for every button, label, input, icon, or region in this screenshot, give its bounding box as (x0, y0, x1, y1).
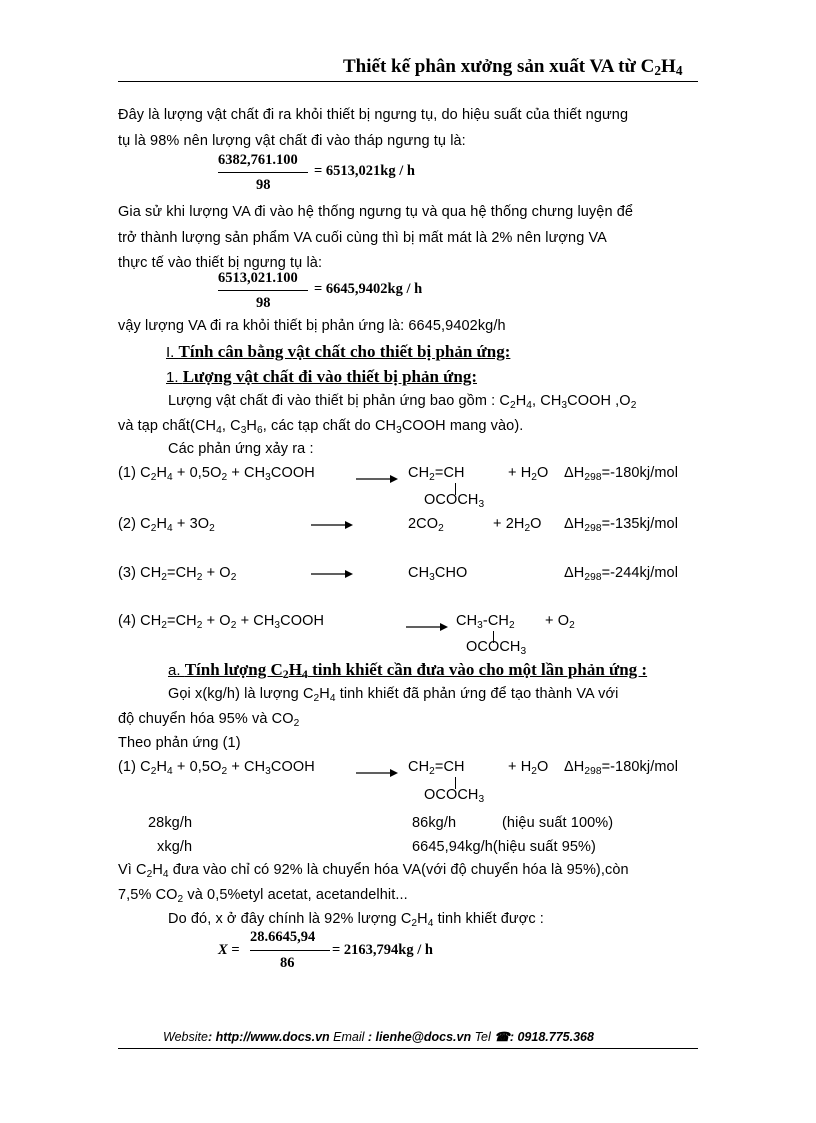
fraction-bar (250, 950, 330, 951)
paragraph-line: Theo phản ứng (1) (118, 735, 241, 751)
fraction-bar (218, 172, 308, 173)
fraction-formula-1 (218, 152, 458, 196)
section-heading-I: I. Tính cân bằng vật chất cho thiết bị phản ứng: (166, 342, 511, 361)
fraction-lhs: X = (218, 942, 240, 958)
reaction-reactants: (4) $CH_2=CH_2 + O_2$ + $CH_3COOH$ (118, 613, 325, 631)
paragraph-line: và tạp $chất(CH_4$, $C_3H_6$, các tạp chất do $CH_3COOH$ mang vào). (118, 418, 524, 436)
reaction-byproduct: + $O_2$ (545, 613, 575, 631)
stoich-cell: (hiệu suất 100%) (502, 815, 614, 831)
reaction-product: $CH_2=CH$ (408, 465, 465, 483)
fraction-result: = 2163,794kg / h (332, 942, 433, 958)
paragraph-line: vậy lượng VA đi ra khỏi thiết bị phản ứng là: 6645,9402kg/h (118, 318, 506, 334)
page-footer: Website: http://www.docs.vn Email : lienhe@docs.vn Tel ☎: 0918.775.368 (163, 1030, 594, 1044)
reaction-byproduct: + $2H_2O$ (493, 516, 542, 534)
paragraph-line: Gia sử khi lượng VA đi vào hệ thống ngưng tụ và qua hệ thống chưng luyện để (118, 204, 634, 220)
paragraph-line: trở thành lượng sản phẩm VA cuối cùng thì bị mất mát là 2% nên lượng VA (118, 230, 607, 246)
fraction-denominator: 86 (280, 955, 295, 971)
reaction-arrow-icon (356, 768, 398, 778)
reaction-enthalpy: $\Delta H_{298}=-180kj$/mol (564, 759, 679, 777)
reaction-product: $2CO_2$ (408, 516, 444, 534)
fraction-denominator: 98 (256, 295, 271, 311)
fraction-result: = 6645,9402kg / h (314, 281, 423, 297)
reaction-arrow-icon (356, 474, 398, 484)
reaction-branch: $OCOCH_3$ (466, 639, 527, 657)
reaction-reactants: (3) $CH_2=CH_2 + O_2$ (118, 565, 237, 583)
reaction-enthalpy: $\Delta H_{298}=-180kj$/mol (564, 465, 679, 483)
paragraph-line: Gọi x(kg/h) là lượng $C_2H_4$ tinh khiết đã phản ứng để tạo thành VA với (168, 686, 619, 704)
stoich-cell: 6645,94kg/h(hiệu suất 95%) (412, 839, 596, 855)
section-heading-a: a. Tính lượng $C_2H_4$ tinh khiết cần đưa vào cho một lần phản ứng : (168, 660, 648, 681)
stoich-cell: xkg/h (157, 839, 193, 855)
fraction-bar (218, 290, 308, 291)
reaction-product: $CH_3CHO$ (408, 565, 468, 583)
fraction-numerator: 6513,021.100 (218, 270, 298, 286)
reaction-enthalpy: $\Delta H_{298}=-135kj$/mol (564, 516, 679, 534)
header-rule (118, 81, 698, 82)
paragraph-line: Do đó, x ở đây chính là 92% lượng $C_2H_4$ tinh khiết được : (168, 911, 544, 929)
fraction-numerator: 28.6645,94 (250, 929, 316, 945)
footer-rule (118, 1048, 698, 1049)
reaction-arrow-icon (311, 569, 353, 579)
fraction-formula-3 (218, 929, 458, 975)
reaction-arrow-icon (406, 622, 448, 632)
reaction-reactants: (1) $C_2H_4 + 0,5O_2$ + $CH_3COOH$ (118, 759, 315, 777)
reaction-arrow-icon (311, 520, 353, 530)
stoich-cell: 86kg/h (412, 815, 457, 831)
fraction-numerator: 6382,761.100 (218, 152, 298, 168)
paragraph-line: độ chuyển hóa 95% và $CO_2$ (118, 711, 300, 729)
reaction-product: $CH_2=CH$ (408, 759, 465, 777)
fraction-formula-2 (218, 270, 478, 314)
reaction-product: $CH_3-CH_2$ (456, 613, 515, 631)
paragraph-line: thực tế vào thiết bị ngưng tụ là: (118, 255, 323, 271)
section-heading-1: 1. Lượng vật chất đi vào thiết bị phản ứng: (166, 367, 477, 386)
reaction-branch: $OCOCH_3$ (424, 787, 485, 805)
reaction-reactants: (1) $C_2H_4 + 0,5O_2$ + $CH_3COOH$ (118, 465, 315, 483)
paragraph-line: Các phản ứng xảy ra : (168, 441, 314, 457)
stoich-cell: 28kg/h (148, 815, 193, 831)
page-header-title: Thiết kế phân xưởng sản xuất VA từ $C_2H_4$ (343, 56, 683, 78)
reaction-enthalpy: $\Delta H_{298}=-244kj$/mol (564, 565, 679, 583)
reaction-byproduct: + $H_2O$ (508, 759, 549, 777)
reaction-branch: $OCOCH_3$ (424, 492, 485, 510)
paragraph-line: Lượng vật chất đi vào thiết bị phản ứng bao gồm : $C_2H_4$, $CH_3COOH$ $,O_2$ (168, 393, 637, 411)
paragraph-line: Đây là lượng vật chất đi ra khỏi thiết bị ngưng tụ, do hiệu suất của thiết ngưng (118, 107, 629, 123)
reaction-byproduct: + $H_2O$ (508, 465, 549, 483)
reaction-reactants: (2) $C_2H_4 + 3O_2$ (118, 516, 215, 534)
paragraph-line: Vì $C_2H_4$ đưa vào chỉ có 92% là chuyển hóa VA(với độ chuyển hóa là 95%),còn (118, 862, 629, 880)
paragraph-line: tụ là 98% nên lượng vật chất đi vào tháp ngưng tụ là: (118, 133, 466, 149)
fraction-result: = 6513,021kg / h (314, 163, 415, 179)
paragraph-line: 7,5% $CO_2$ và 0,5%etyl acetat, acetandelhit... (118, 887, 408, 905)
fraction-denominator: 98 (256, 177, 271, 193)
